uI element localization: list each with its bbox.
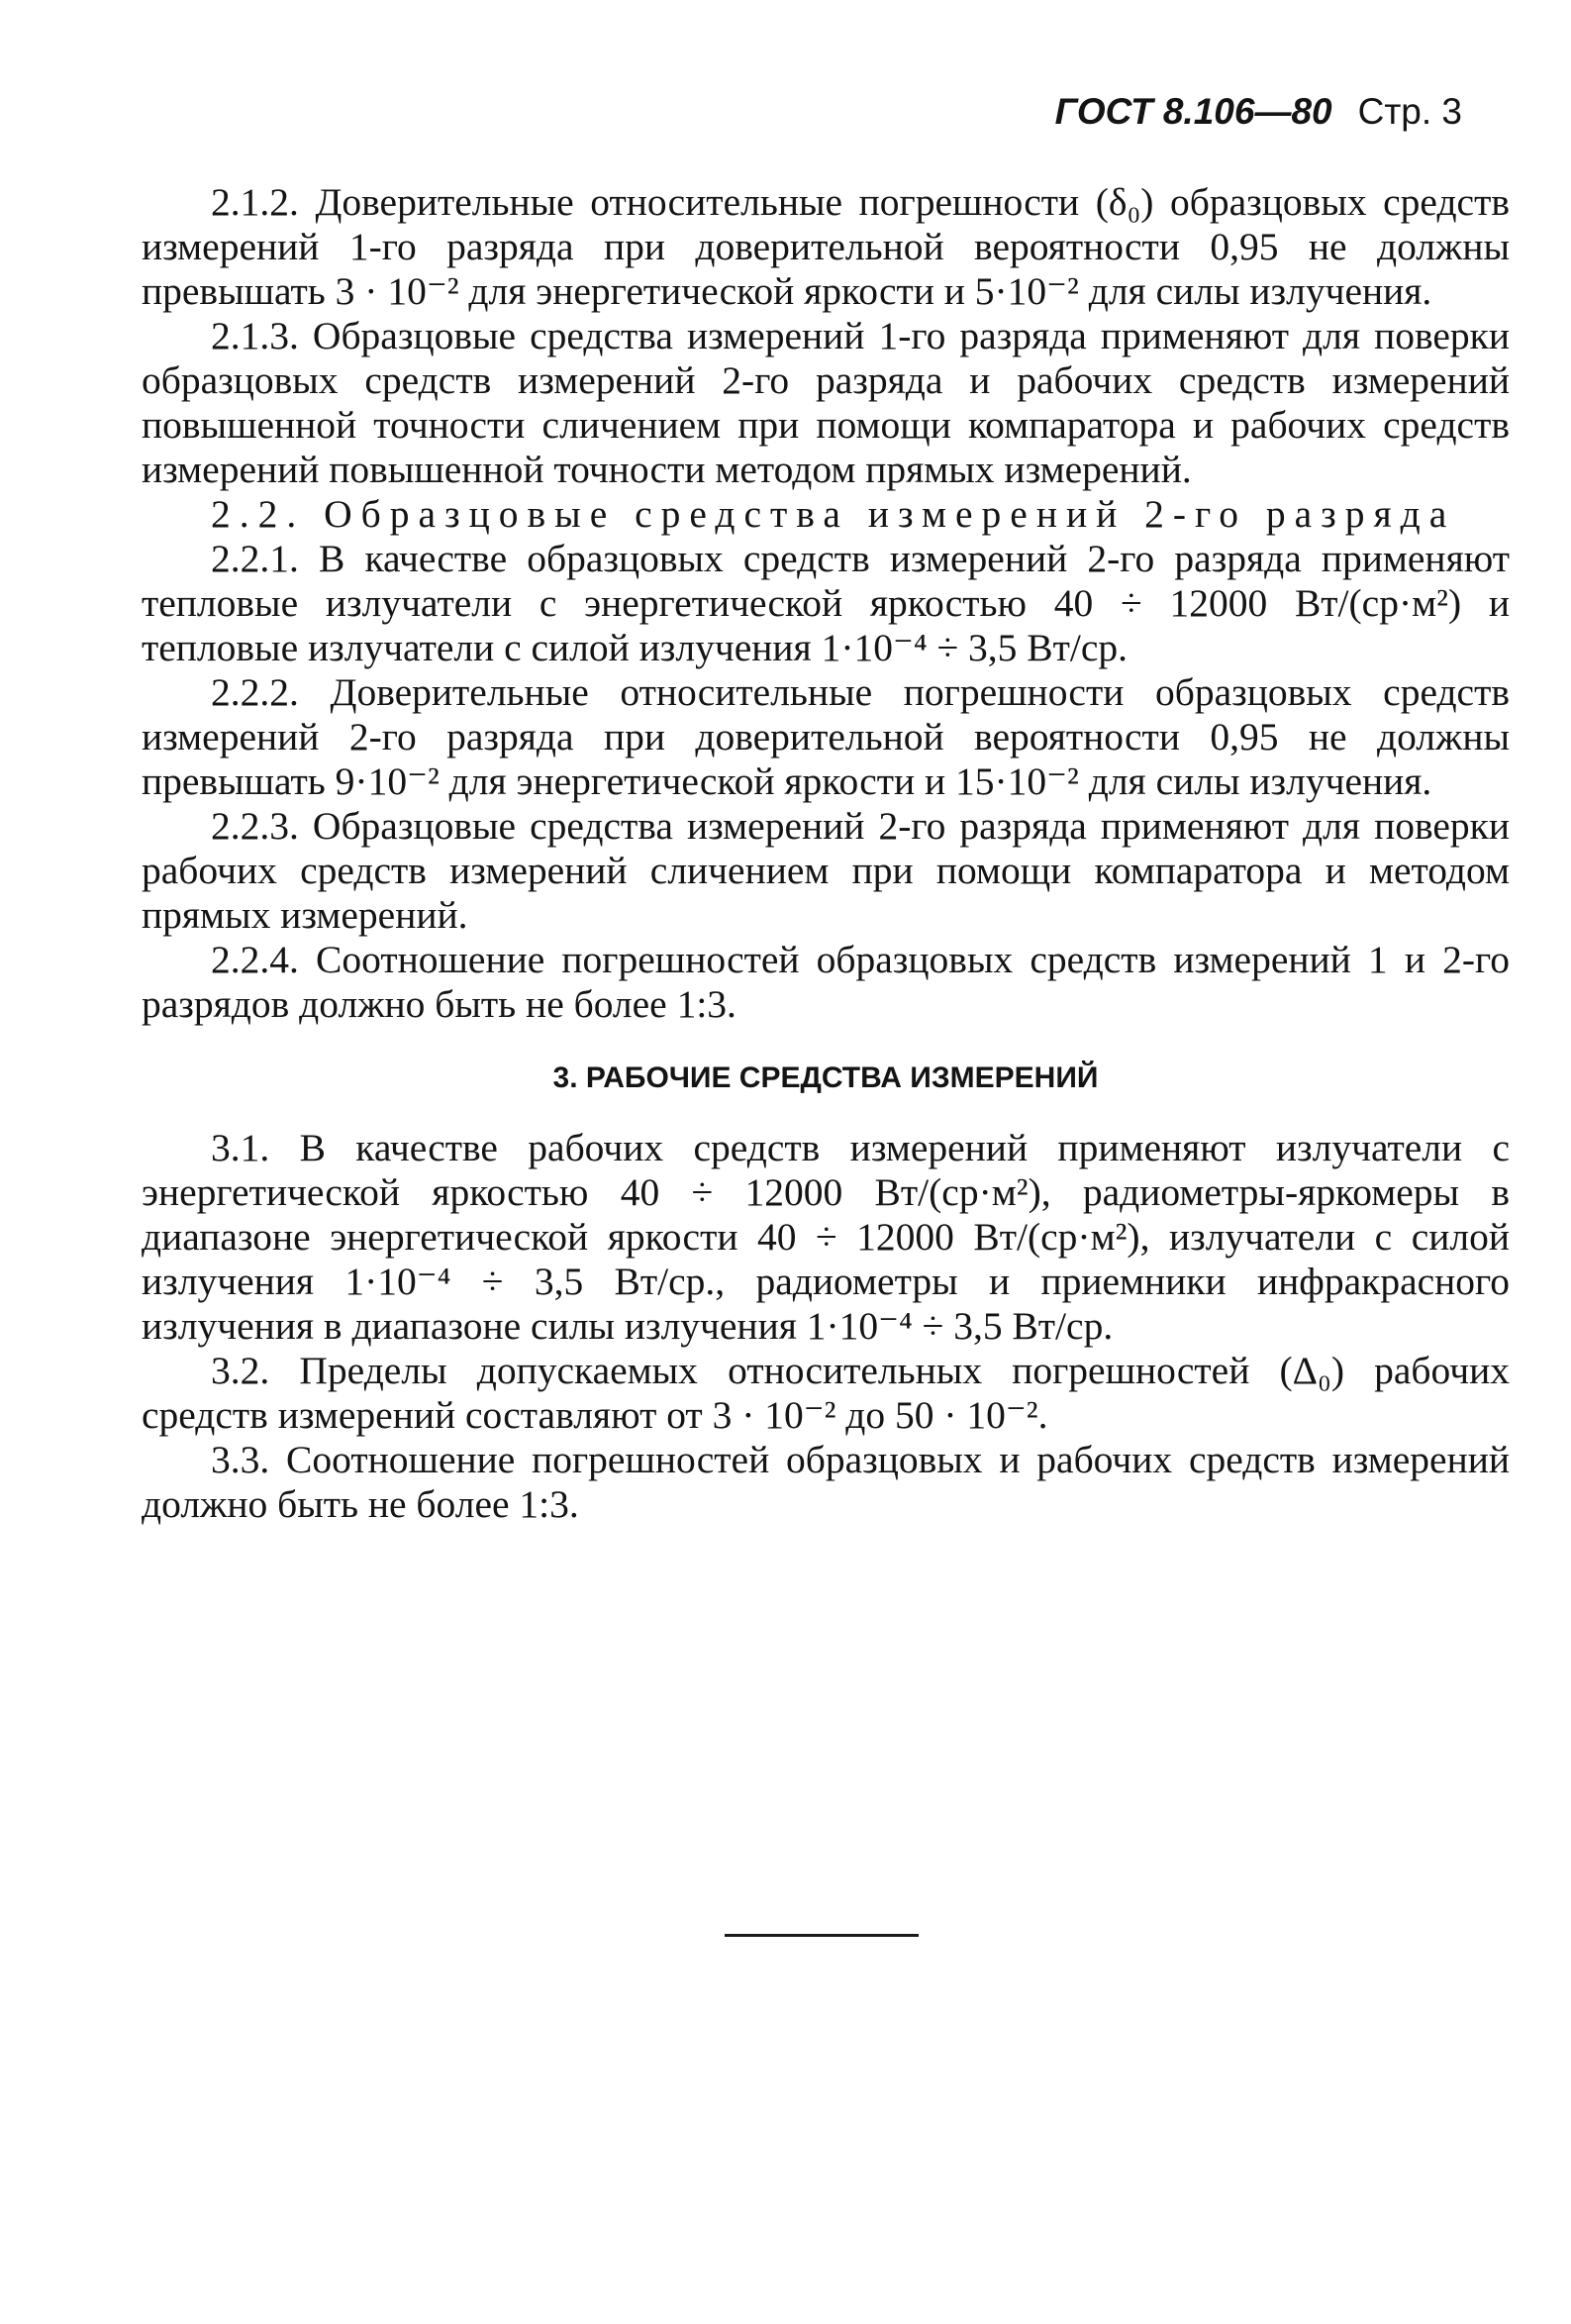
page-header (1055, 91, 1462, 133)
end-divider (725, 1934, 919, 1937)
paragraph-2-1-3: 2.1.3. Образцовые средства измерений 1-го разряда применяют для поверки образцовых средств измерений 2-го разряда и рабочих средств измерений повышенной точности сличением при помощи компаратора и рабочих средств измерений повышенной точности методом прямых измерений. (142, 314, 1510, 491)
paragraph-2-2-4: 2.2.4. Соотношение погрешностей образцовых средств измерений 1 и 2-го разрядов должно быть не более 1:3. (142, 938, 1510, 1026)
paragraph-2-2-1: 2.2.1. В качестве образцовых средств измерений 2-го разряда применяют тепловые излучатели с энергетической яркостью 40 ÷ 12000 Вт/(ср·м²) и тепловые излучатели с силой излучения 1·10⁻⁴ ÷ 3,5 Вт/ср. (142, 537, 1510, 669)
page-number: Стр. 3 (1357, 91, 1462, 132)
document-body (142, 180, 1510, 1527)
paragraph-2-2-2: 2.2.2. Доверительные относительные погрешности образцовых средств измерений 2-го разряда при доверительной вероятности 0,95 не должны превышать 9·10⁻² для энергетической яркости и 15·10⁻² для силы излучения. (142, 670, 1510, 803)
section-heading-3: 3. РАБОЧИЕ СРЕДСТВА ИЗМЕРЕНИЙ (552, 1061, 1099, 1094)
paragraph-3-2: 3.2. Пределы допускаемых относительных погрешностей (Δ₀) рабочих средств измерений составляют от 3 · 10⁻² до 50 · 10⁻². (142, 1349, 1510, 1437)
paragraph-2-2-3: 2.2.3. Образцовые средства измерений 2-го разряда применяют для поверки рабочих средств измерений сличением при помощи компаратора и методом прямых измерений. (142, 804, 1510, 937)
paragraph-2-1-2: 2.1.2. Доверительные относительные погрешности (δ₀) образцовых средств измерений 1-го разряда при доверительной вероятности 0,95 не должны превышать 3 · 10⁻² для энергетической яркости и 5·10⁻² для силы излучения. (142, 180, 1510, 313)
subsection-heading-2-2: 2.2. Образцовые средства измерений 2-го разряда (211, 492, 1456, 536)
paragraph-3-3: 3.3. Соотношение погрешностей образцовых и рабочих средств измерений должно быть не более 1:3. (142, 1438, 1510, 1526)
paragraph-3-1: 3.1. В качестве рабочих средств измерений применяют излучатели с энергетической яркостью 40 ÷ 12000 Вт/(ср·м²), радиометры-яркомеры в диапазоне энергетической яркости 40 ÷ 12000 Вт/(ср·м²), излучатели с силой излучения 1·10⁻⁴ ÷ 3,5 Вт/ср., радиометры и приемники инфракрасного излучения в диапазоне силы излучения 1·10⁻⁴ ÷ 3,5 Вт/ср. (142, 1126, 1510, 1348)
standard-number: ГОСТ 8.106—80 (1054, 91, 1332, 132)
